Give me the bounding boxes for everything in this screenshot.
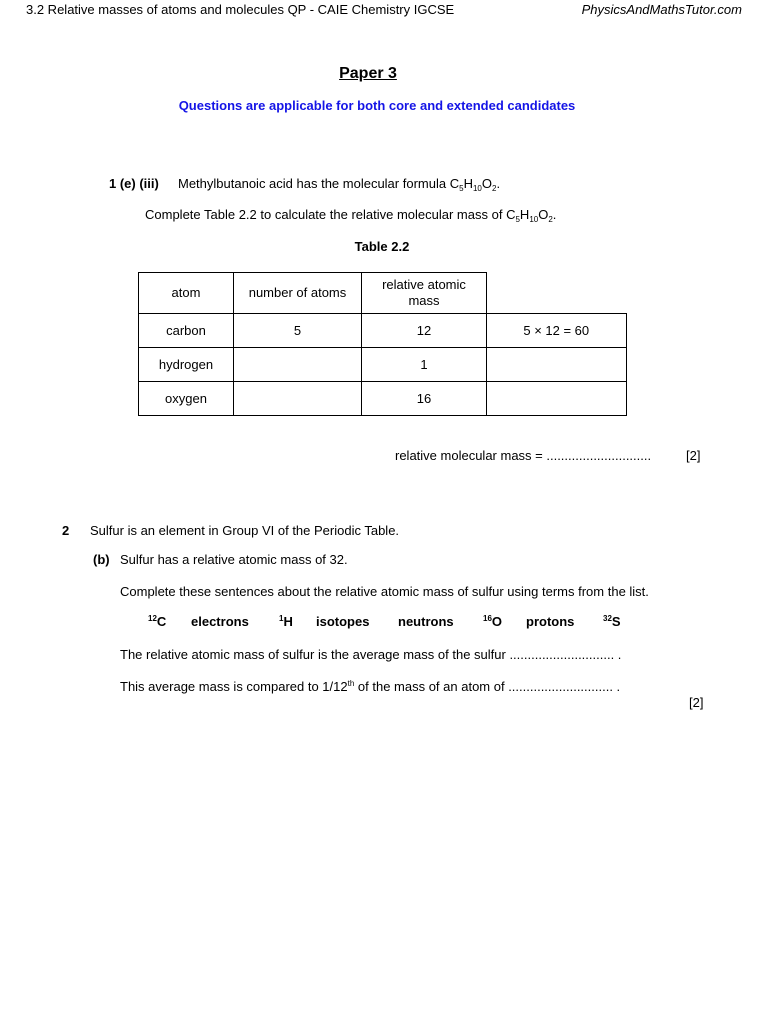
table-row xyxy=(139,314,627,348)
q1-instruction xyxy=(145,207,556,222)
q2-marks: [2] xyxy=(689,695,704,710)
cell-calculation-answer[interactable] xyxy=(487,348,627,382)
term-sulfur-32: $^{32}$S xyxy=(603,614,621,629)
cell-number-answer[interactable] xyxy=(234,348,362,382)
table-row xyxy=(139,382,627,416)
document-header-title: 3.2 Relative masses of atoms and molecules QP - CAIE Chemistry IGCSE xyxy=(26,2,455,17)
q1-number: 1 (e) (iii) xyxy=(109,176,159,191)
term-carbon-12: $^{12}$C xyxy=(148,614,167,629)
term-protons: protons xyxy=(526,614,575,629)
candidates-note: Questions are applicable for both core and extended candidates xyxy=(178,98,576,113)
cell-mass: 12 xyxy=(362,314,487,348)
cell-calculation: 5 × 12 = 60 xyxy=(487,314,627,348)
q2-part-label: (b) xyxy=(93,552,110,567)
paper-title: Paper 3 xyxy=(339,65,397,82)
term-electrons: electrons xyxy=(191,614,249,629)
header-atom: atom xyxy=(139,273,234,314)
header-blank xyxy=(487,273,627,314)
source-website: PhysicsAndMathsTutor.com xyxy=(581,2,742,17)
q1-marks: [2] xyxy=(686,448,701,463)
term-oxygen-16: $^{16}$O xyxy=(483,614,503,629)
q1-intro-text: Methylbutanoic acid has the molecular formula xyxy=(178,176,447,191)
term-isotopes: isotopes xyxy=(316,614,370,629)
cell-mass: 1 xyxy=(362,348,487,382)
cell-atom: hydrogen xyxy=(139,348,234,382)
q2-instruction: Complete these sentences about the relative atomic mass of sulfur using terms from the list. xyxy=(120,584,649,599)
q2-intro: Sulfur is an element in Group VI of the Periodic Table. xyxy=(90,523,400,538)
cell-number: 5 xyxy=(234,314,362,348)
relative-mass-table xyxy=(138,272,627,416)
q2-sentence-1[interactable]: The relative atomic mass of sulfur is the average mass of the sulfur ............................. . xyxy=(120,647,622,662)
q1-instruction-text: Complete Table 2.2 to calculate the relative molecular mass of xyxy=(145,207,503,222)
molecular-formula: $C_5H_{10}O_2$. xyxy=(449,176,501,193)
table-row xyxy=(139,348,627,382)
cell-atom: oxygen xyxy=(139,382,234,416)
q2-part-text: Sulfur has a relative atomic mass of 32. xyxy=(120,552,348,567)
term-hydrogen-1: $^1$H xyxy=(279,614,293,629)
cell-atom: carbon xyxy=(139,314,234,348)
header-number-of-atoms: number of atoms xyxy=(234,273,362,314)
cell-mass: 16 xyxy=(362,382,487,416)
molecular-formula: $C_5H_{10}O_2$. xyxy=(506,207,557,224)
relative-molecular-mass-answer[interactable]: relative molecular mass = ............................. xyxy=(395,448,652,463)
table-header-row xyxy=(139,273,627,314)
table-caption: Table 2.2 xyxy=(354,239,410,254)
q2-sentence-2[interactable]: This average mass is compared to 1/12th of the mass of an atom of ............................. . xyxy=(120,679,621,694)
cell-calculation-answer[interactable] xyxy=(487,382,627,416)
cell-number-answer[interactable] xyxy=(234,382,362,416)
q1-intro xyxy=(178,176,500,191)
q2-number: 2 xyxy=(62,523,70,538)
header-relative-atomic-mass: relative atomic mass xyxy=(362,273,487,314)
term-neutrons: neutrons xyxy=(398,614,454,629)
